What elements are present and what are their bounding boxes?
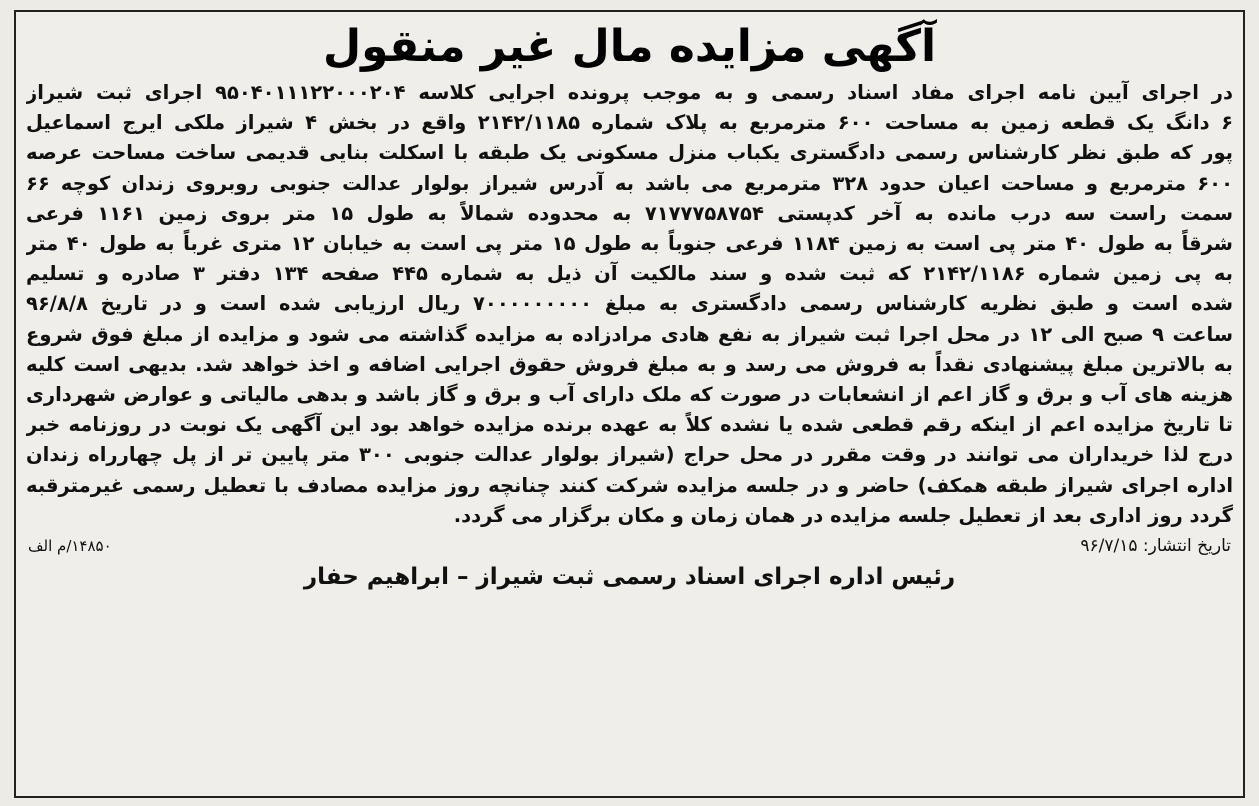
signature-line: رئیس اداره اجرای اسناد رسمی ثبت شیراز – ابراهیم حفار [303,564,956,591]
notice-body-line: گردد روز اداری بعد از تعطیل جلسه مزایده در همان زمان و مکان برگزار می گردد. [453,503,1233,527]
notice-body-line: ۶ دانگ یک قطعه زمین به مساحت ۶۰۰ مترمربع به پلاک شماره ۲۱۴۲/۱۱۸۵ واقع در بخش ۴ شیراز ملکی ایرج اسماعیل [26,111,1233,135]
notice-title: آگهی مزایده مال غیر منقول [322,21,937,72]
notice-body-line: در اجرای آیین نامه اجرای مفاد اسناد رسمی و به موجب پرونده اجرایی کلاسه ۹۵۰۴۰۱۱۱۲۲۰۰۰۲۰۴ اجرای ثبت شیراز [26,81,1233,104]
notice-frame [14,10,1245,798]
notice-body-line: شرقاً به طول ۴۰ متر پی است به زمین ۱۱۸۴ فرعی جنوباً به طول ۱۵ متر پی است به خیابان ۱۲ متری غرباً به طول ۴۰ متر [26,232,1233,256]
notice-body-line: به بالاترین مبلغ پیشنهادی نقداً به فروش می رسد و به مبلغ فروش حقوق اجرایی اضافه و اخذ خواهد شد. بدیهی است کلیه [26,352,1233,376]
notice-body-line: هزینه های آب و برق و گاز اعم از انشعابات در صورت که ملک دارای آب و برق و گاز باشد و بدهی مالیاتی و عوارض شهرداری [26,383,1233,407]
notice-body-line: ۶۰۰ مترمربع و مساحت اعیان حدود ۳۲۸ مترمربع می باشد به آدرس شیراز بولوار عدالت جنوبی روبروی زندان کوچه ۶۶ [26,171,1233,195]
notice-body-line: به پی زمین شماره ۲۱۴۲/۱۱۸۶ که ثبت شده و سند مالکیت آن ذیل به شماره ۴۴۵ صفحه ۱۳۴ دفتر ۳ صادره و تسلیم [26,262,1233,286]
notice-body-line: پور که طبق نظر کارشناس رسمی دادگستری یکباب منزل مسکونی یک طبقه با اسکلت بنایی قدیمی ساخت مساحت عرصه [26,141,1233,165]
notice-body-line: شده است و طبق نظریه کارشناس رسمی دادگستری به مبلغ ۷۰۰۰۰۰۰۰۰۰ ریال ارزیابی شده است و در تاریخ ۹۶/۸/۸ [26,292,1233,316]
notice-body-line: ساعت ۹ صبح الی ۱۲ در محل اجرا ثبت شیراز به نفع هادی مرادزاده به مزایده گذاشته می شود و مزایده از مبلغ فوق شروع [26,322,1233,346]
reference-code: ۱۴۸۵۰/م الف [28,537,112,556]
notice-body-line: تا تاریخ مزایده اعم از اینکه رقم قطعی شده یا نشده کلاً به عهده برنده مزایده خواهد بود این آگهی یک نوبت در روزنامه خبر [26,413,1233,437]
notice-body-line: اداره اجرای شیراز طبقه همکف) حاضر و در جلسه مزایده شرکت کنند چنانچه روز مزایده مصادف با تعطیل رسمی غیرمترقبه [26,473,1233,497]
notice-body-line: درج لذا خریداران می توانند در وقت مقرر در محل حراج (شیراز بولوار عدالت جنوبی ۳۰۰ متر پایین تر از پل چهارراه زندان [26,443,1233,467]
publication-date: تاریخ انتشار: ۹۶/۷/۱۵ [1080,536,1231,557]
notice-body-line: سمت راست سه درب مانده به آخر کدپستی ۷۱۷۷۷۵۸۷۵۴ به محدوده شمالاً به طول ۱۵ متر بروی زمین ۱۱۶۱ فرعی [26,201,1233,225]
notice-footer [26,533,1233,601]
notice-body [26,78,1233,531]
